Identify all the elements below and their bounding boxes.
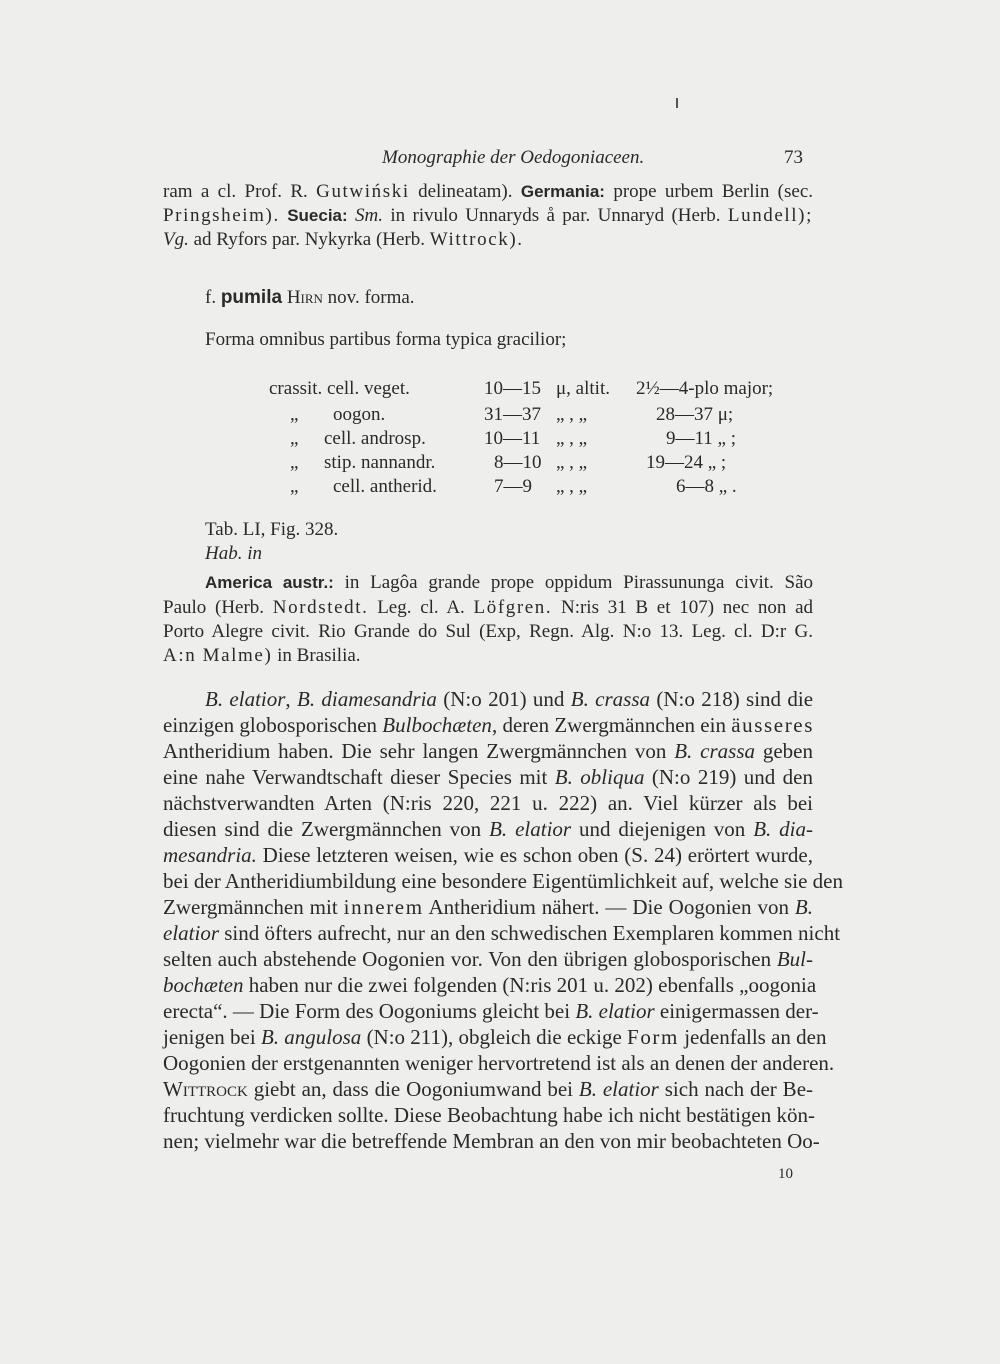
measurement-range: 10—11 [484,428,541,449]
paragraph-line: bochæten haben nur die zwei folgenden (N:ris 201 u. 202) ebenfalls „oogonia [163,973,817,997]
intro-line-1: ram a cl. Prof. R. Gutwiński delineatam). Germania: prope urbem Berlin (sec. [163,181,814,202]
forma-heading: f. pumila Hirn nov. forma. [205,287,415,308]
intro-line-2: Pringsheim). Suecia: Sm. in rivulo Unnaryds å par. Unnaryd (Herb. Lundell); [163,205,813,226]
paragraph-line: fruchtung verdicken sollte. Diese Beobachtung habe ich nicht bestätigen kön- [163,1103,815,1127]
paragraph-line: nen; vielmehr war die betreffende Membran an den von mir beobachteten Oo- [163,1129,820,1153]
america-line-4: A:n Malme) in Brasilia. [163,645,361,666]
intro-line-3: Vg. ad Ryfors par. Nykyrka (Herb. Wittrock). [163,229,524,250]
paragraph-line: eine nahe Verwandtschaft dieser Species mit B. obliqua (N:o 219) und den [163,765,813,789]
paragraph-line: Zwergmännchen mit innerem Antheridium nähert. — Die Oogonien von B. [163,895,813,919]
measurement-ditto: „ [290,476,299,497]
paragraph-line: erecta“. — Die Form des Oogoniums gleicht bei B. elatior einigermassen der- [163,999,819,1023]
paragraph-line: Oogonien der erstgenannten weniger hervortretend ist als an denen der anderen. [163,1051,835,1075]
running-title: Monographie der Oedogoniaceen. [382,147,645,168]
measurement-unit: „ , „ [556,428,588,449]
sheet-signature: 10 [778,1166,793,1182]
paragraph-line: Wittrock giebt an, dass die Oogoniumwand bei B. elatior sich nach der Be- [163,1077,814,1101]
measurement-range: 7—9 [494,476,532,497]
measurement-part: oogon. [333,404,386,425]
measurement-unit: „ , „ [556,452,588,473]
paper-speck [676,98,678,108]
america-line-1: America austr.: in Lagôa grande prope oppidum Pirassununga civit. São [205,572,814,593]
measurement-part: stip. nannandr. [324,452,436,473]
paragraph-line: diesen sind die Zwergmännchen von B. elatior und diejenigen von B. dia- [163,817,814,841]
measurement-ditto: „ [290,452,299,473]
measurement-range: 8—10 [494,452,542,473]
measurement-unit: „ , „ [556,476,588,497]
paragraph-line: bei der Antheridiumbildung eine besondere Eigentümlichkeit auf, welche sie den [163,869,843,893]
measurement-ditto: „ [290,428,299,449]
tab-reference: Tab. LI, Fig. 328. [205,519,339,540]
paragraph-line: B. elatior, B. diamesandria (N:o 201) und B. crassa (N:o 218) sind die [205,687,814,711]
measurement-range: 10—15 [484,378,541,399]
measurement-range: 31—37 [484,404,541,425]
measurement-part: cell. androsp. [324,428,426,449]
measurement-ratio: 28—37 μ; [656,404,734,425]
measurement-part: crassit. cell. veget. [269,378,410,399]
america-line-2: Paulo (Herb. Nordstedt. Leg. cl. A. Löfgren. N:ris 31 B et 107) nec non ad [163,597,814,618]
america-line-3: Porto Alegre civit. Rio Grande do Sul (Exp, Regn. Alg. N:o 13. Leg. cl. D:r G. [163,621,813,642]
paragraph-line: jenigen bei B. angulosa (N:o 211), obgleich die eckige Form jedenfalls an den [163,1025,827,1049]
forma-description: Forma omnibus partibus forma typica gracilior; [205,329,567,350]
measurement-ratio: 9—11 „ ; [666,428,737,449]
paragraph-line: mesandria. Diese letzteren weisen, wie es schon oben (S. 24) erörtert wurde, [163,843,813,867]
paragraph-line: nächstverwandten Arten (N:ris 220, 221 u. 222) an. Viel kürzer als bei [163,791,813,815]
measurement-ratio: 6—8 „ . [676,476,737,497]
measurement-part: cell. antherid. [333,476,437,497]
paragraph-line: Antheridium haben. Die sehr langen Zwergmännchen von B. crassa geben [163,739,813,763]
paragraph-line: einzigen globosporischen Bulbochæten, deren Zwergmännchen ein äusseres [163,713,814,737]
paragraph-line: elatior sind öfters aufrecht, nur an den schwedischen Exemplaren kommen nicht [163,921,841,945]
measurement-ratio: 19—24 „ ; [646,452,727,473]
habitat-label: Hab. in [205,543,262,564]
measurement-ratio: 2½—4-plo major; [636,378,774,399]
measurement-unit: „ , „ [556,404,588,425]
measurement-ditto: „ [290,404,299,425]
page-number: 73 [784,147,803,168]
paragraph-line: selten auch abstehende Oogonien vor. Von den übrigen globosporischen Bul- [163,947,813,971]
measurement-unit: μ, altit. [556,378,610,399]
